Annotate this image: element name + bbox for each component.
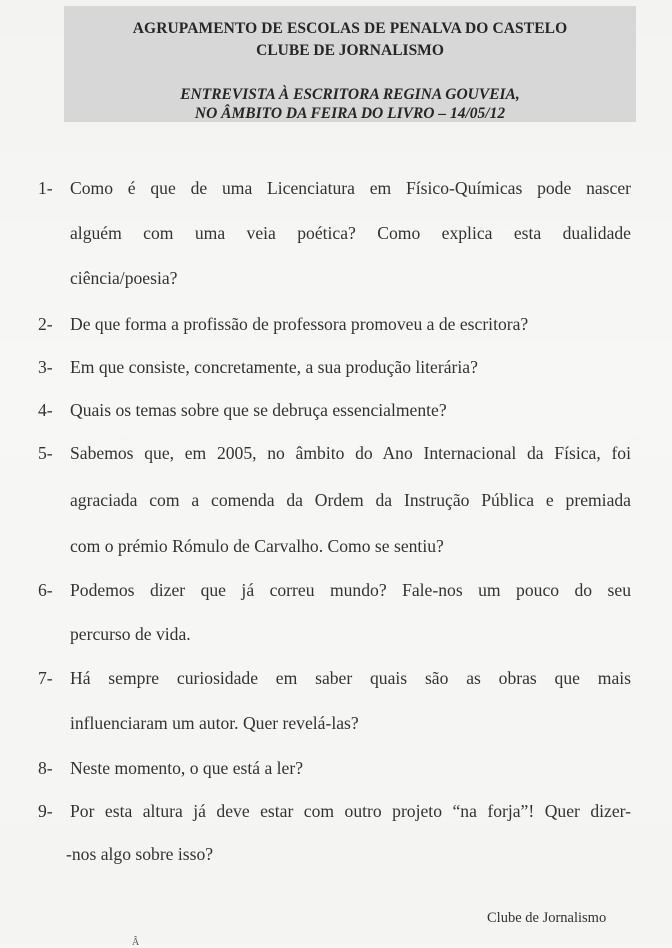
question-line: alguém com uma veia poética? Como explica esta dualidade (70, 223, 631, 243)
footer-signature: Clube de Jornalismo (487, 910, 607, 926)
question-line: Há sempre curiosidade em saber quais são as obras que mais (70, 668, 631, 688)
club-name: CLUBE DE JORNALISMO (256, 42, 444, 59)
question-line: -nos algo sobre isso? (66, 844, 214, 864)
question-line: percurso de vida. (70, 624, 191, 644)
question-number: 7- (38, 668, 53, 688)
question-number: 1- (38, 178, 53, 198)
bottom-mark: Â (132, 937, 140, 948)
question-number: 9- (38, 801, 53, 821)
question-number: 8- (38, 758, 53, 778)
interview-title-line-2: NO ÂMBITO DA FEIRA DO LIVRO – 14/05/12 (194, 105, 506, 122)
question-number: 4- (38, 400, 53, 420)
question-line: Por esta altura já deve estar com outro projeto “na forja”! Quer dizer- (70, 801, 631, 821)
question-line: Quais os temas sobre que se debruça essencialmente? (70, 400, 447, 420)
question-line: agraciada com a comenda da Ordem da Instrução Pública e premiada (70, 490, 631, 510)
question-number: 3- (38, 357, 53, 377)
question-line: influenciaram um autor. Quer revelá-las? (70, 713, 359, 733)
question-line: Como é que de uma Licenciatura em Físico-Químicas pode nascer (70, 178, 631, 198)
question-line: Neste momento, o que está a ler? (70, 758, 304, 778)
question-line: ciência/poesia? (70, 268, 178, 288)
question-number: 6- (38, 580, 53, 600)
question-line: Em que consiste, concretamente, a sua produção literária? (70, 357, 478, 377)
interview-title-line-1: ENTREVISTA À ESCRITORA REGINA GOUVEIA, (180, 86, 520, 103)
question-number: 5- (38, 443, 53, 463)
question-line: com o prémio Rómulo de Carvalho. Como se sentiu? (70, 536, 444, 556)
school-name: AGRUPAMENTO DE ESCOLAS DE PENALVA DO CASTELO (132, 20, 568, 37)
question-line: Podemos dizer que já correu mundo? Fale-nos um pouco do seu (70, 580, 631, 600)
question-number: 2- (38, 314, 53, 334)
question-line: Sabemos que, em 2005, no âmbito do Ano Internacional da Física, foi (70, 443, 631, 463)
header-box (64, 6, 636, 122)
question-line: De que forma a profissão de professora promoveu a de escritora? (70, 314, 529, 334)
